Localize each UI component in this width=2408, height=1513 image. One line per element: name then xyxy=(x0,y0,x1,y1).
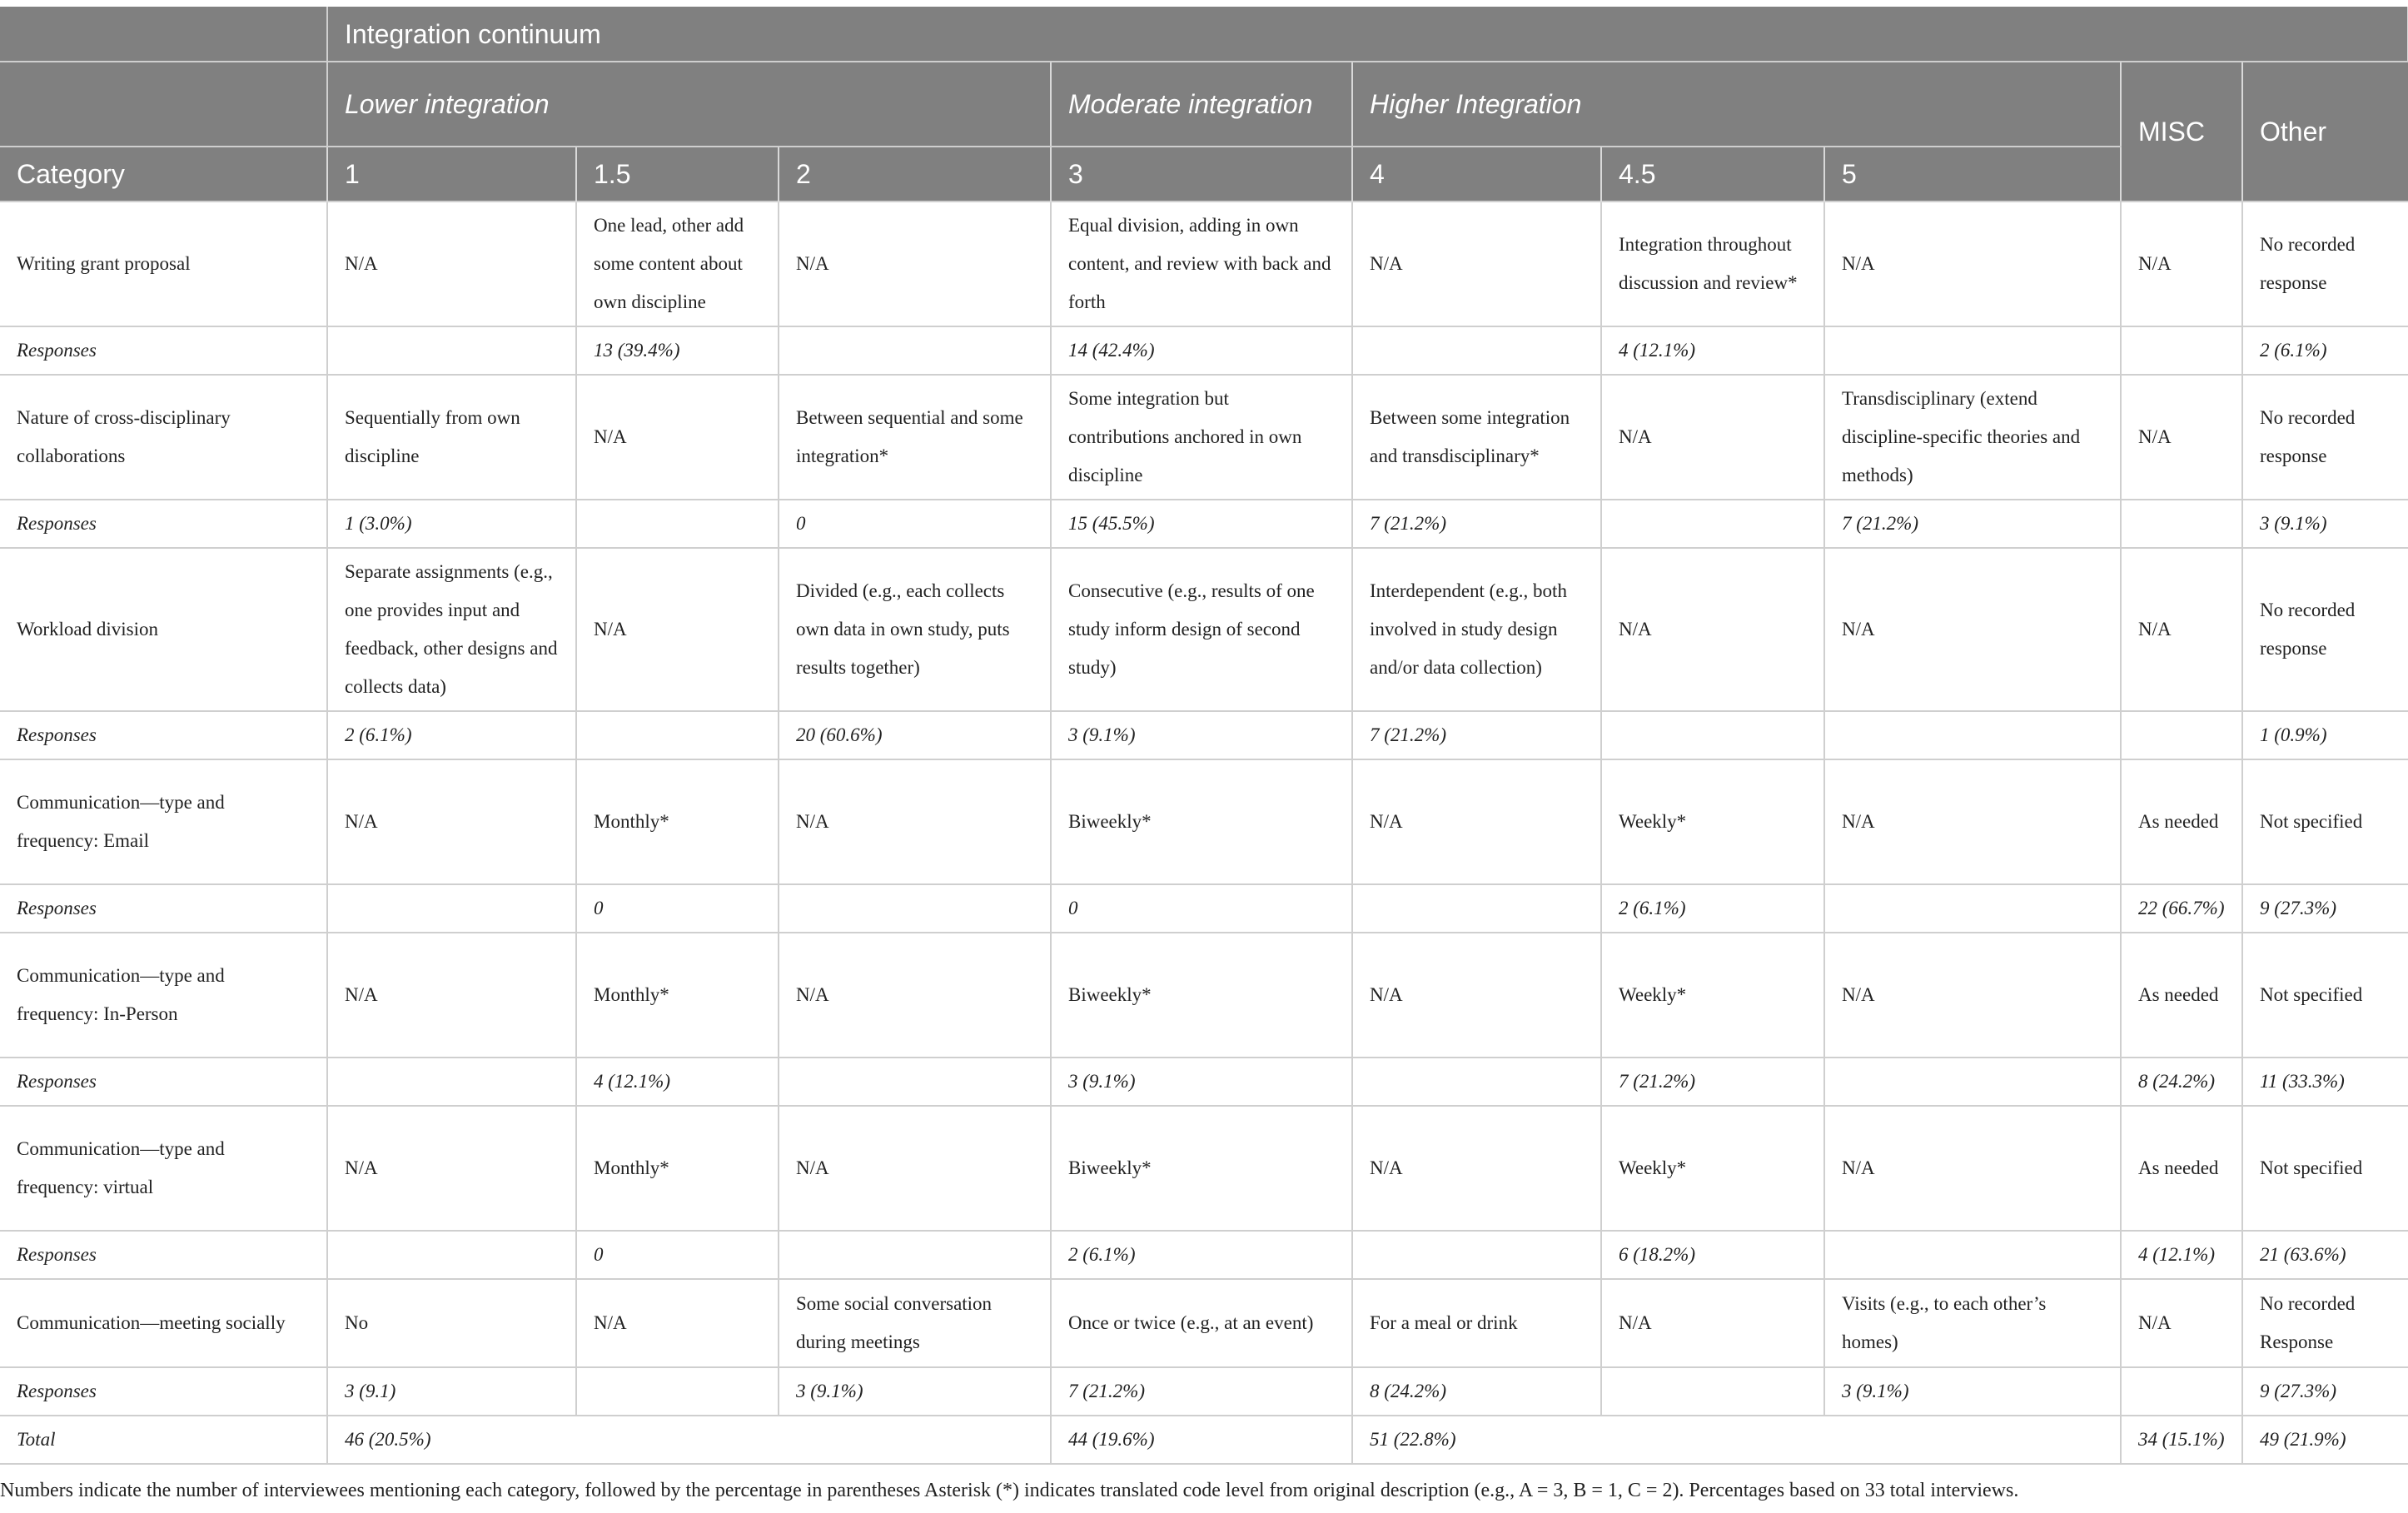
category-value-cell: N/A xyxy=(1352,933,1601,1058)
category-row xyxy=(0,933,2408,1058)
category-row xyxy=(0,548,2408,711)
header-blank-cell xyxy=(0,62,327,147)
responses-cell: 2 (6.1%) xyxy=(2242,326,2408,375)
other-heading: Other xyxy=(2242,62,2408,202)
level-heading: 4.5 xyxy=(1601,147,1824,202)
category-value-cell: N/A xyxy=(327,759,576,884)
category-value-cell: Transdisciplinary (extend discipline-specific theories and methods) xyxy=(1824,375,2121,500)
category-value-cell: Not specified xyxy=(2242,1106,2408,1231)
category-value-cell: N/A xyxy=(2121,1279,2242,1367)
responses-label: Responses xyxy=(0,1231,327,1279)
category-value-cell: N/A xyxy=(1352,202,1601,326)
category-value-cell: Interdependent (e.g., both involved in study design and/or data collection) xyxy=(1352,548,1601,711)
responses-cell xyxy=(576,500,779,548)
category-value-cell: N/A xyxy=(779,759,1051,884)
responses-cell xyxy=(576,1367,779,1416)
responses-cell: 2 (6.1%) xyxy=(1601,884,1824,933)
category-name-cell: Communication—meeting socially xyxy=(0,1279,327,1367)
category-value-cell: Some social conversation during meetings xyxy=(779,1279,1051,1367)
total-higher-cell: 51 (22.8%) xyxy=(1352,1416,2121,1464)
category-value-cell: Weekly* xyxy=(1601,759,1824,884)
category-value-cell: Some integration but contributions anchored in own discipline xyxy=(1051,375,1352,500)
responses-cell: 7 (21.2%) xyxy=(1051,1367,1352,1416)
category-value-cell: Biweekly* xyxy=(1051,1106,1352,1231)
responses-cell xyxy=(779,326,1051,375)
category-value-cell: No recorded Response xyxy=(2242,1279,2408,1367)
responses-cell: 8 (24.2%) xyxy=(2121,1058,2242,1106)
responses-cell: 0 xyxy=(576,1231,779,1279)
responses-cell xyxy=(779,1231,1051,1279)
responses-cell: 9 (27.3%) xyxy=(2242,884,2408,933)
responses-cell: 13 (39.4%) xyxy=(576,326,779,375)
responses-row xyxy=(0,884,2408,933)
responses-row xyxy=(0,1058,2408,1106)
category-value-cell: One lead, other add some content about own discipline xyxy=(576,202,779,326)
category-value-cell: No recorded response xyxy=(2242,548,2408,711)
category-value-cell: N/A xyxy=(1352,1106,1601,1231)
category-value-cell: Separate assignments (e.g., one provides input and feedback, other designs and collects data) xyxy=(327,548,576,711)
category-value-cell: N/A xyxy=(1824,933,2121,1058)
category-value-cell: Between some integration and transdisciplinary* xyxy=(1352,375,1601,500)
category-row xyxy=(0,202,2408,326)
category-value-cell: Monthly* xyxy=(576,1106,779,1231)
responses-cell: 21 (63.6%) xyxy=(2242,1231,2408,1279)
category-row xyxy=(0,375,2408,500)
category-value-cell: Monthly* xyxy=(576,933,779,1058)
category-value-cell: N/A xyxy=(1601,548,1824,711)
responses-cell xyxy=(1352,1231,1601,1279)
responses-cell: 3 (9.1%) xyxy=(2242,500,2408,548)
responses-cell: 7 (21.2%) xyxy=(1352,711,1601,759)
category-row xyxy=(0,759,2408,884)
category-name-cell: Workload division xyxy=(0,548,327,711)
responses-cell xyxy=(1824,1231,2121,1279)
category-value-cell: No recorded response xyxy=(2242,375,2408,500)
category-value-cell: Biweekly* xyxy=(1051,759,1352,884)
responses-cell xyxy=(779,1058,1051,1106)
category-value-cell: N/A xyxy=(1601,1279,1824,1367)
responses-cell xyxy=(1352,326,1601,375)
category-value-cell: N/A xyxy=(1824,759,2121,884)
responses-row xyxy=(0,500,2408,548)
responses-row xyxy=(0,711,2408,759)
category-value-cell: Sequentially from own discipline xyxy=(327,375,576,500)
responses-cell xyxy=(1352,1058,1601,1106)
category-value-cell: Biweekly* xyxy=(1051,933,1352,1058)
responses-cell: 1 (3.0%) xyxy=(327,500,576,548)
responses-cell: 0 xyxy=(779,500,1051,548)
level-heading: 1 xyxy=(327,147,576,202)
responses-cell: 14 (42.4%) xyxy=(1051,326,1352,375)
category-value-cell: N/A xyxy=(576,548,779,711)
higher-integration-heading: Higher Integration xyxy=(1352,62,2121,147)
responses-cell xyxy=(1601,1367,1824,1416)
responses-cell xyxy=(327,1058,576,1106)
responses-cell: 3 (9.1%) xyxy=(1824,1367,2121,1416)
responses-cell: 15 (45.5%) xyxy=(1051,500,1352,548)
lower-integration-heading: Lower integration xyxy=(327,62,1051,147)
responses-cell: 22 (66.7%) xyxy=(2121,884,2242,933)
category-value-cell: N/A xyxy=(1824,202,2121,326)
category-value-cell: N/A xyxy=(327,202,576,326)
responses-cell: 8 (24.2%) xyxy=(1352,1367,1601,1416)
category-value-cell: No recorded response xyxy=(2242,202,2408,326)
responses-cell: 11 (33.3%) xyxy=(2242,1058,2408,1106)
category-value-cell: Integration throughout discussion and review* xyxy=(1601,202,1824,326)
responses-cell: 7 (21.2%) xyxy=(1824,500,2121,548)
category-value-cell: N/A xyxy=(1352,759,1601,884)
responses-cell xyxy=(327,884,576,933)
responses-cell xyxy=(2121,500,2242,548)
category-value-cell: Weekly* xyxy=(1601,1106,1824,1231)
category-value-cell: N/A xyxy=(2121,202,2242,326)
category-value-cell: Monthly* xyxy=(576,759,779,884)
total-misc-cell: 34 (15.1%) xyxy=(2121,1416,2242,1464)
responses-cell xyxy=(1824,884,2121,933)
level-heading: 3 xyxy=(1051,147,1352,202)
level-heading: 4 xyxy=(1352,147,1601,202)
category-value-cell: N/A xyxy=(1824,548,2121,711)
responses-cell: 2 (6.1%) xyxy=(327,711,576,759)
category-value-cell: Not specified xyxy=(2242,759,2408,884)
responses-cell: 4 (12.1%) xyxy=(1601,326,1824,375)
moderate-integration-heading: Moderate integration xyxy=(1051,62,1352,147)
level-heading: 1.5 xyxy=(576,147,779,202)
category-value-cell: N/A xyxy=(779,1106,1051,1231)
responses-cell xyxy=(1824,1058,2121,1106)
responses-label: Responses xyxy=(0,326,327,375)
responses-label: Responses xyxy=(0,1367,327,1416)
responses-cell: 7 (21.2%) xyxy=(1352,500,1601,548)
responses-cell: 3 (9.1%) xyxy=(1051,1058,1352,1106)
responses-label: Responses xyxy=(0,1058,327,1106)
category-value-cell: N/A xyxy=(2121,375,2242,500)
category-value-cell: N/A xyxy=(327,933,576,1058)
category-value-cell: N/A xyxy=(327,1106,576,1231)
category-name-cell: Writing grant proposal xyxy=(0,202,327,326)
category-value-cell: Visits (e.g., to each other’s homes) xyxy=(1824,1279,2121,1367)
header-blank-cell xyxy=(0,7,327,62)
category-value-cell: N/A xyxy=(576,1279,779,1367)
integration-continuum-table xyxy=(0,7,2408,1465)
responses-row xyxy=(0,1367,2408,1416)
category-value-cell: As needed xyxy=(2121,759,2242,884)
responses-label: Responses xyxy=(0,500,327,548)
category-name-cell: Communication—type and frequency: virtual xyxy=(0,1106,327,1231)
category-value-cell: N/A xyxy=(1601,375,1824,500)
responses-cell: 0 xyxy=(576,884,779,933)
category-value-cell: No xyxy=(327,1279,576,1367)
responses-cell: 4 (12.1%) xyxy=(2121,1231,2242,1279)
total-lower-cell: 46 (20.5%) xyxy=(327,1416,1051,1464)
responses-cell xyxy=(2121,711,2242,759)
category-value-cell: N/A xyxy=(779,933,1051,1058)
responses-cell xyxy=(1601,711,1824,759)
category-name-cell: Nature of cross-disciplinary collaborations xyxy=(0,375,327,500)
responses-cell: 0 xyxy=(1051,884,1352,933)
responses-cell xyxy=(327,1231,576,1279)
responses-label: Responses xyxy=(0,711,327,759)
responses-cell: 4 (12.1%) xyxy=(576,1058,779,1106)
category-row xyxy=(0,1279,2408,1367)
responses-cell: 3 (9.1) xyxy=(327,1367,576,1416)
category-value-cell: As needed xyxy=(2121,933,2242,1058)
responses-cell xyxy=(2121,326,2242,375)
responses-row xyxy=(0,326,2408,375)
category-row xyxy=(0,1106,2408,1231)
category-value-cell: Divided (e.g., each collects own data in own study, puts results together) xyxy=(779,548,1051,711)
category-value-cell: Once or twice (e.g., at an event) xyxy=(1051,1279,1352,1367)
category-value-cell: N/A xyxy=(1824,1106,2121,1231)
category-value-cell: Consecutive (e.g., results of one study inform design of second study) xyxy=(1051,548,1352,711)
responses-cell xyxy=(1824,326,2121,375)
responses-cell: 9 (27.3%) xyxy=(2242,1367,2408,1416)
category-value-cell: Between sequential and some integration* xyxy=(779,375,1051,500)
table-body xyxy=(0,202,2408,1464)
category-name-cell: Communication—type and frequency: In-Person xyxy=(0,933,327,1058)
table-footnote: Numbers indicate the number of interviewees mentioning each category, followed by the percentage in parentheses Asterisk (*) indicates translated code level from original description (e.g., A = 3, B = 1, C = 2). Percentages based on 33 total interviews. xyxy=(0,1480,2019,1501)
misc-heading: MISC xyxy=(2121,62,2242,202)
category-name-cell: Communication—type and frequency: Email xyxy=(0,759,327,884)
responses-cell: 3 (9.1%) xyxy=(1051,711,1352,759)
responses-cell xyxy=(576,711,779,759)
category-value-cell: N/A xyxy=(576,375,779,500)
category-heading: Category xyxy=(0,147,327,202)
category-value-cell: For a meal or drink xyxy=(1352,1279,1601,1367)
total-row xyxy=(0,1416,2408,1464)
responses-cell: 3 (9.1%) xyxy=(779,1367,1051,1416)
category-value-cell: N/A xyxy=(2121,548,2242,711)
total-moderate-cell: 44 (19.6%) xyxy=(1051,1416,1352,1464)
category-value-cell: As needed xyxy=(2121,1106,2242,1231)
responses-cell: 20 (60.6%) xyxy=(779,711,1051,759)
category-value-cell: Weekly* xyxy=(1601,933,1824,1058)
integration-table-figure xyxy=(0,7,2408,1505)
category-value-cell: Not specified xyxy=(2242,933,2408,1058)
total-label: Total xyxy=(0,1416,327,1464)
responses-cell xyxy=(2121,1367,2242,1416)
integration-continuum-heading: Integration continuum xyxy=(327,7,2408,62)
responses-cell xyxy=(327,326,576,375)
responses-cell: 7 (21.2%) xyxy=(1601,1058,1824,1106)
total-other-cell: 49 (21.9%) xyxy=(2242,1416,2408,1464)
responses-cell xyxy=(1601,500,1824,548)
responses-cell: 1 (0.9%) xyxy=(2242,711,2408,759)
responses-cell: 2 (6.1%) xyxy=(1051,1231,1352,1279)
responses-cell xyxy=(1352,884,1601,933)
responses-label: Responses xyxy=(0,884,327,933)
level-heading: 5 xyxy=(1824,147,2121,202)
responses-row xyxy=(0,1231,2408,1279)
responses-cell: 6 (18.2%) xyxy=(1601,1231,1824,1279)
responses-cell xyxy=(779,884,1051,933)
category-value-cell: N/A xyxy=(779,202,1051,326)
responses-cell xyxy=(1824,711,2121,759)
category-value-cell: Equal division, adding in own content, and review with back and forth xyxy=(1051,202,1352,326)
level-heading: 2 xyxy=(779,147,1051,202)
table-header xyxy=(0,7,2408,202)
